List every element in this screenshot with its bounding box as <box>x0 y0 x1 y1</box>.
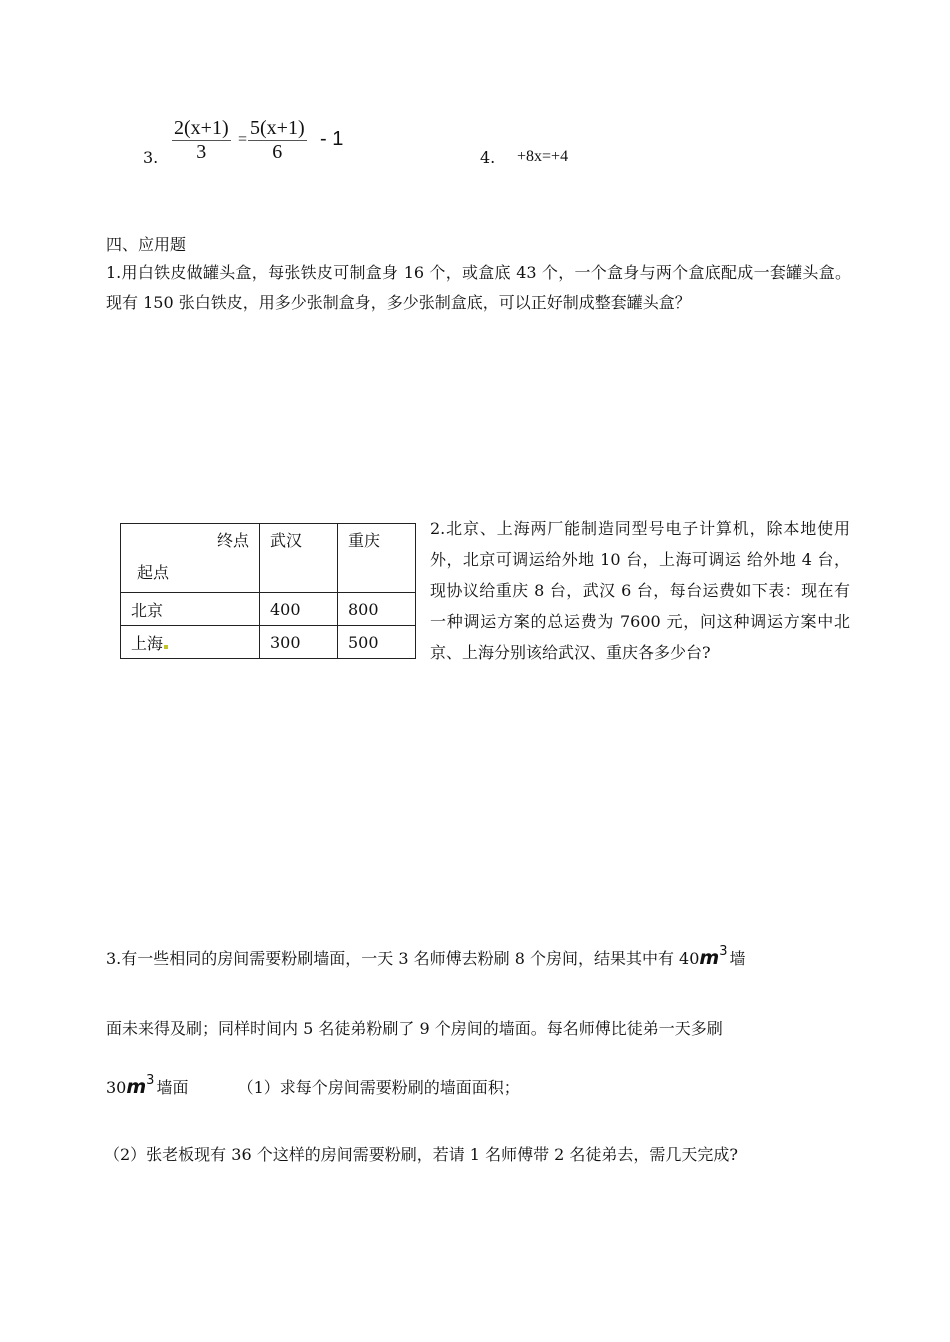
table-cell: 300 <box>260 626 338 659</box>
row-label-shanghai: 上海 <box>131 633 164 653</box>
table-cell: 500 <box>338 626 416 659</box>
row-label-shanghai-cell <box>121 626 260 659</box>
table-row <box>121 593 416 626</box>
anchor-marker-icon <box>164 645 168 649</box>
table-diagonal-header <box>121 524 260 593</box>
table-cell: 400 <box>260 593 338 626</box>
eq3-equals: = <box>238 131 248 148</box>
problem-1: 1.用白铁皮做罐头盒，每张铁皮可制盒身 16 个，或盒底 43 个，一个盒身与两个盒底配成一套罐头盒。现有 150 张白铁皮，用多少张制盒身，多少张制盒底，可以正好制成整套罐头盒？ <box>106 263 851 312</box>
eq3-number: 3. <box>143 148 159 167</box>
section-title: 四、应用题 <box>106 235 187 254</box>
problem-3-line-3 <box>106 1073 851 1098</box>
eq4-number: 4. <box>480 148 496 167</box>
table-cell: 800 <box>338 593 416 626</box>
column-header-wuhan: 武汉 <box>260 524 338 593</box>
problem-3-line-1 <box>106 944 851 969</box>
eq3-tail: - 1 <box>320 128 344 150</box>
eq4-expression: +8x=+4 <box>517 148 569 165</box>
problem-3-line-1-tail: 墙 <box>729 949 746 968</box>
row-label-beijing: 北京 <box>121 593 260 626</box>
header-destination: 终点 <box>216 531 249 550</box>
problem-3-value: 30 <box>106 1078 127 1097</box>
problem-3-unit-label: 墙面 <box>156 1078 189 1097</box>
eq3-lhs-denominator: 3 <box>196 141 207 163</box>
problem-3-question-2: （2）张老板现有 36 个这样的房间需要粉刷，若请 1 名师傅带 2 名徒弟去，需几天完成? <box>104 1145 738 1164</box>
eq3-rhs-denominator: 6 <box>272 141 283 163</box>
table-row <box>121 626 416 659</box>
freight-cost-table <box>120 523 416 659</box>
eq3-lhs-fraction <box>172 117 231 163</box>
eq3-lhs-numerator: 2(x+1) <box>174 117 229 139</box>
problem-3-line-1-text: 3.有一些相同的房间需要粉刷墙面，一天 3 名师傅去粉刷 8 个房间，结果其中有 40 <box>106 949 700 968</box>
eq3-rhs-fraction <box>248 117 307 163</box>
header-origin: 起点 <box>137 563 170 582</box>
cubic-meter-unit: $m^3$ <box>699 944 728 969</box>
column-header-chongqing: 重庆 <box>338 524 416 593</box>
problem-2: 2.北京、上海两厂能制造同型号电子计算机，除本地使用外，北京可调运给外地 10 台，上海可调运 给外地 4 台，现协议给重庆 8 台，武汉 6 台，每台运费如下表：现在有一种调运方案的总运费为 7600 元，问这种调运方案中北京、上海分别该给武汉、重庆各多少台? <box>430 519 850 662</box>
problem-3-line-2: 面未来得及刷；同样时间内 5 名徒弟粉刷了 9 个房间的墙面。每名师傅比徒弟一天多刷 <box>106 1019 723 1038</box>
problem-3-question-1: （1）求每个房间需要粉刷的墙面面积； <box>237 1078 520 1097</box>
eq3-rhs-numerator: 5(x+1) <box>250 117 305 139</box>
cubic-meter-unit: $m^3$ <box>126 1073 155 1098</box>
